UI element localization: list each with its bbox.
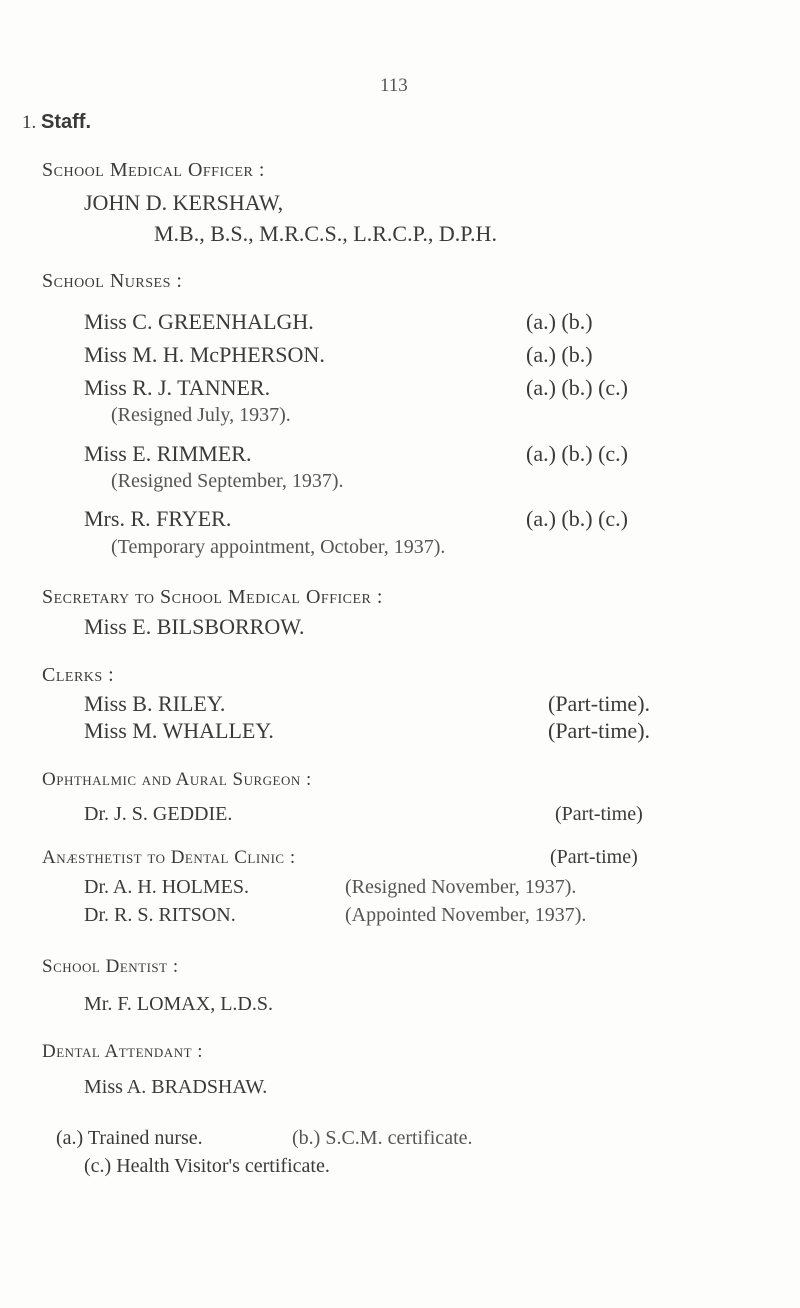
nurse-codes: (a.) (b.) xyxy=(526,342,593,367)
secretary-name: Miss E. BILSBORROW. xyxy=(84,614,305,639)
anaesthetist-name: Dr. A. H. HOLMES. xyxy=(84,876,250,898)
surgeon-name: Dr. J. S. GEDDIE. xyxy=(84,803,233,825)
smo-heading: School Medical Officer : xyxy=(42,159,265,181)
anaesthetist-item-note: (Appointed November, 1937). xyxy=(345,904,587,926)
nurse-name: Miss M. H. McPHERSON. xyxy=(84,342,325,367)
anaesthetist-heading: Anæsthetist to Dental Clinic : xyxy=(42,847,296,868)
nurse-codes: (a.) (b.) (c.) xyxy=(526,506,628,531)
nurse-note: (Resigned September, 1937). xyxy=(111,470,344,492)
clerks-heading: Clerks : xyxy=(42,664,115,686)
nurse-name: Mrs. R. FRYER. xyxy=(84,506,232,531)
section-number: 1. xyxy=(22,112,37,133)
nurse-name: Miss E. RIMMER. xyxy=(84,441,252,466)
anaesthetist-item-note: (Resigned November, 1937). xyxy=(345,876,577,898)
nurse-name: Miss R. J. TANNER. xyxy=(84,375,271,400)
nurse-note: (Resigned July, 1937). xyxy=(111,404,291,426)
section-title: Staff. xyxy=(41,111,91,133)
dentist-name: Mr. F. LOMAX, L.D.S. xyxy=(84,993,273,1015)
clerk-name: Miss M. WHALLEY. xyxy=(84,718,274,743)
nurse-codes: (a.) (b.) (c.) xyxy=(526,375,628,400)
smo-name: JOHN D. KERSHAW, xyxy=(84,190,284,215)
clerk-name: Miss B. RILEY. xyxy=(84,691,226,716)
page-number: 113 xyxy=(380,75,408,96)
nurse-codes: (a.) (b.) xyxy=(526,309,593,334)
clerk-note: (Part-time). xyxy=(548,718,651,743)
footnote-a: (a.) Trained nurse. xyxy=(56,1127,203,1149)
anaesthetist-note: (Part-time) xyxy=(550,846,638,868)
anaesthetist-name: Dr. R. S. RITSON. xyxy=(84,904,236,926)
surgeon-note: (Part-time) xyxy=(555,803,643,825)
attendant-heading: Dental Attendant : xyxy=(42,1041,204,1062)
footnote-b: (b.) S.C.M. certificate. xyxy=(292,1127,473,1149)
footnote-c: (c.) Health Visitor's certificate. xyxy=(84,1155,330,1177)
secretary-heading: Secretary to School Medical Officer : xyxy=(42,586,383,608)
nurses-heading: School Nurses : xyxy=(42,270,183,292)
smo-qualifications: M.B., B.S., M.R.C.S., L.R.C.P., D.P.H. xyxy=(154,221,497,246)
nurse-codes: (a.) (b.) (c.) xyxy=(526,441,628,466)
dentist-heading: School Dentist : xyxy=(42,956,179,977)
nurse-name: Miss C. GREENHALGH. xyxy=(84,309,314,334)
clerk-note: (Part-time). xyxy=(548,691,651,716)
surgeon-heading: Ophthalmic and Aural Surgeon : xyxy=(42,769,312,790)
nurse-note: (Temporary appointment, October, 1937). xyxy=(111,536,446,558)
attendant-name: Miss A. BRADSHAW. xyxy=(84,1076,268,1098)
